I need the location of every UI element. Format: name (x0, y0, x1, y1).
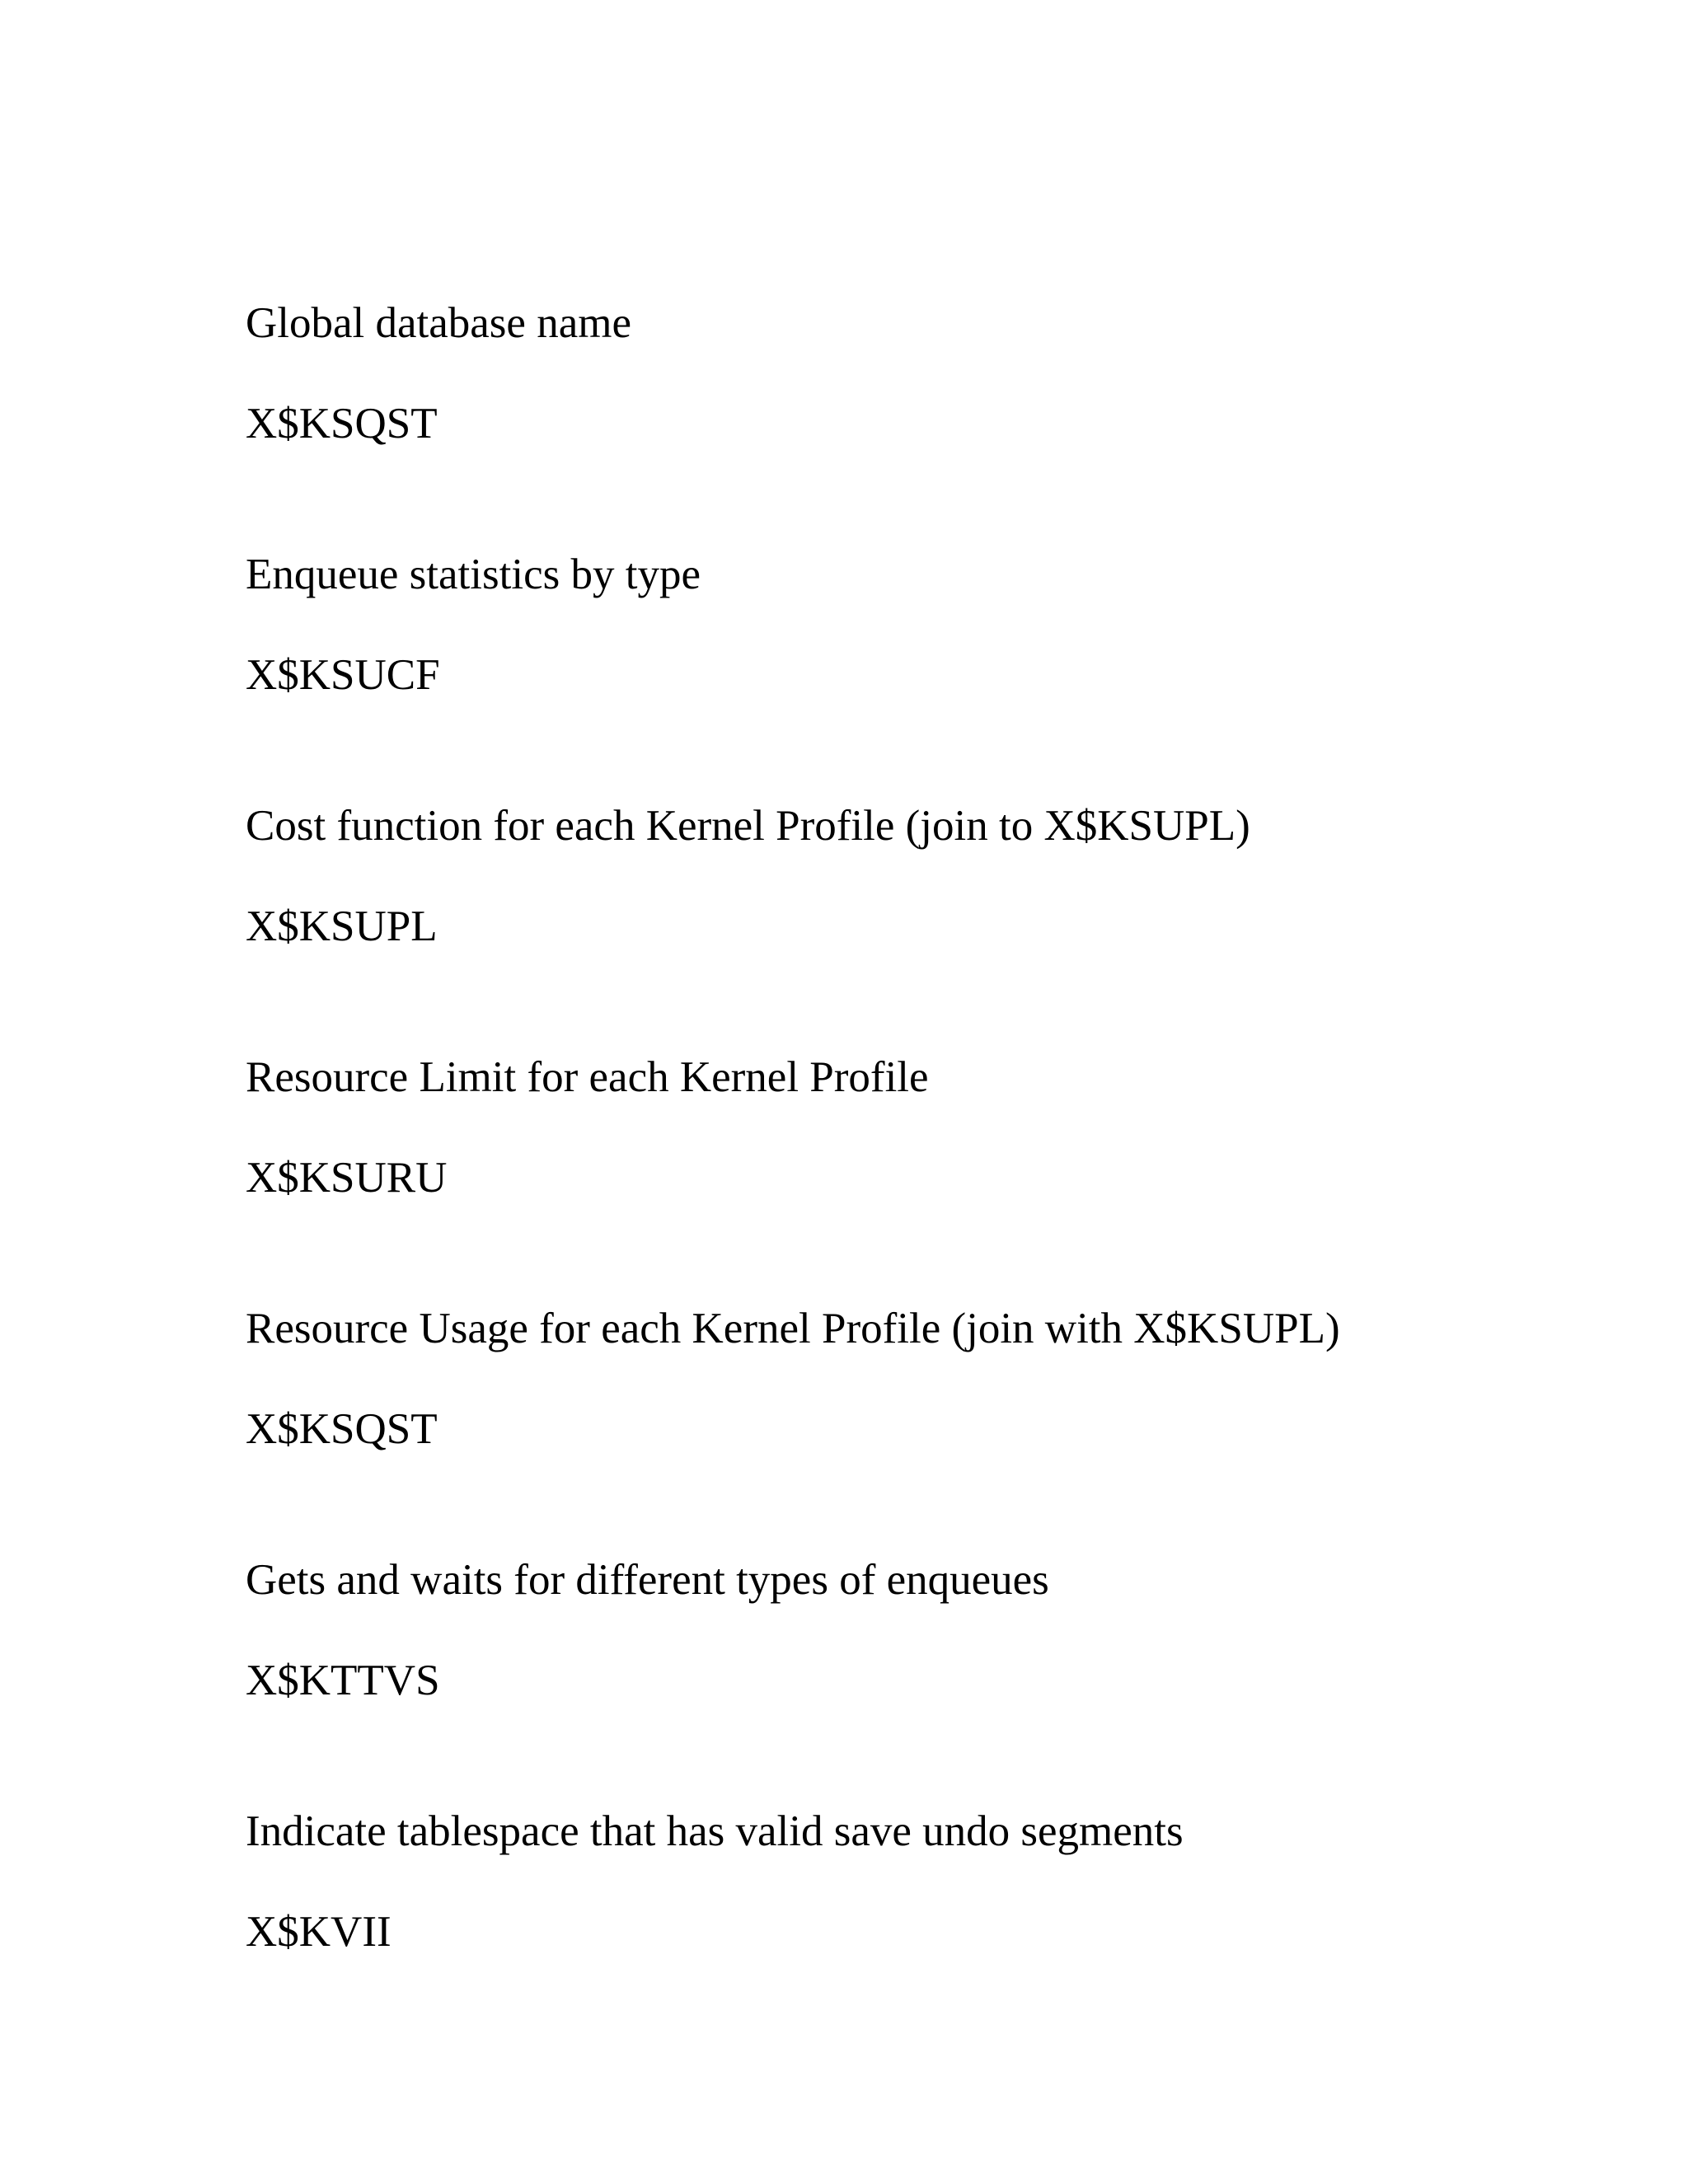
entry-table-name: X$KSURU (246, 1154, 448, 1202)
entry-description: Resource Limit for each Kernel Profile (246, 1053, 929, 1101)
entry-description: Enqueue statistics by type (246, 551, 701, 598)
entry-table-name: X$KSQST (246, 400, 438, 448)
entry-table-name: X$KVII (246, 1908, 392, 1956)
entry-description: Indicate tablespace that has valid save undo segments (246, 1807, 1184, 1855)
entry-description: Global database name (246, 299, 631, 347)
entry-table-name: X$KSUPL (246, 902, 438, 950)
entry-table-name: X$KSUCF (246, 651, 440, 699)
entry-table-name: X$KTTVS (246, 1657, 440, 1704)
entry-description: Cost function for each Kernel Profile (join to X$KSUPL) (246, 802, 1250, 850)
entry-description: Resource Usage for each Kernel Profile (join with X$KSUPL) (246, 1305, 1340, 1352)
entry-table-name: X$KSQST (246, 1405, 438, 1453)
entry-description: Gets and waits for different types of enqueues (246, 1556, 1049, 1604)
